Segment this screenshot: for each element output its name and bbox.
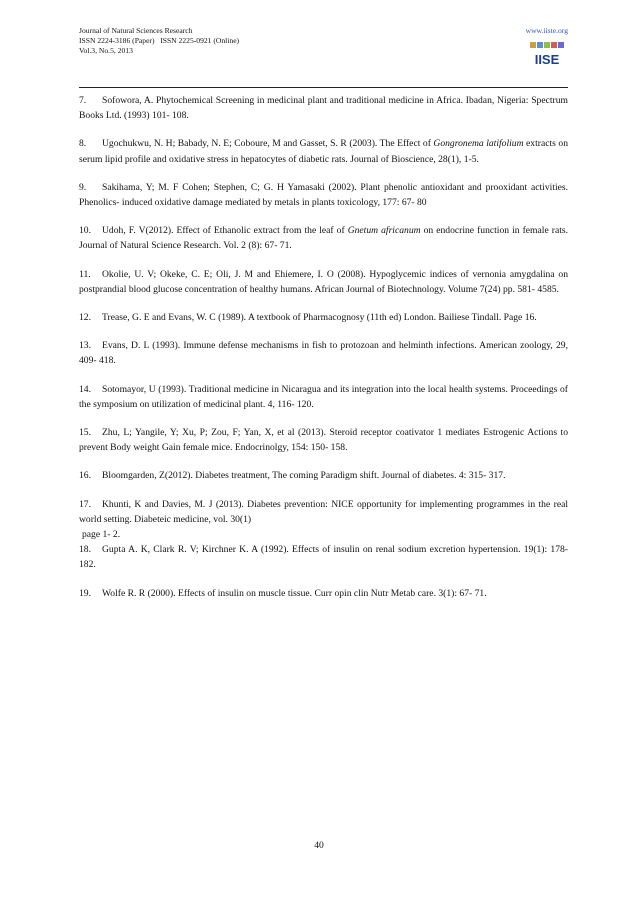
reference-list	[79, 93, 568, 614]
species-name: Gongronema latifolium	[433, 138, 524, 150]
species-name: Gnetum africanum	[347, 225, 421, 237]
reference-item: 14. Sotomayor, U (1993). Traditional medicine in Nicaragua and its integration into the local health systems. Proceedings of the symposium on utilization of medicinal plant. 4, 116- 120.	[79, 383, 568, 410]
reference-item: 16. Bloomgarden, Z(2012). Diabetes treatment, The coming Paradigm shift. Journal of diabetes. 4: 315- 317.	[79, 470, 506, 482]
svg-text:IISE: IISE	[534, 52, 560, 67]
journal-url-link[interactable]: www.iiste.org	[525, 26, 568, 35]
reference-item: 19. Wolfe R. R (2000). Effects of insulin on muscle tissue. Curr opin clin Nutr Metab care. 3(1): 67- 71.	[79, 587, 487, 599]
reference-item: 10. Udoh, F. V(2012). Effect of Ethanolic extract from the leaf of Gnetum africanum on endocrine function in female rats. Journal of Natural Science Research. Vol. 2 (8): 67- 71.	[79, 225, 568, 252]
reference-item: 7. Sofowora, A. Phytochemical Screening in medicinal plant and traditional medicine in Africa. Ibadan, Nigeria: Spectrum Books Ltd. (1993) 101- 108.	[79, 95, 568, 122]
reference-continuation: page 1- 2.	[82, 529, 121, 541]
reference-item: 8. Ugochukwu, N. H; Babady, N. E; Coboure, M and Gasset, S. R (2003). The Effect of Gongronema latifolium extracts on serum lipid profile and oxidative stress in hepatocytes of diabetic rats. Journal of Bioscience, 28(1), 1-5.	[79, 138, 568, 165]
reference-item: 9. Sakihama, Y; M. F Cohen; Stephen, C; G. H Yamasaki (2002). Plant phenolic antioxidant and prooxidant activities. Phenolics- induced oxidative damage mediated by metals in plants toxicology, 177: 67- 80	[79, 181, 568, 209]
page-number: 40	[314, 840, 324, 851]
reference-item: 15. Zhu, L; Yangile, Y; Xu, P; Zou, F; Yan, X, et al (2013). Steroid receptor coativator 1 mediates Estrogenic Actions to prevent Body weight Gain female mice. Endocrinolgy, 154: 150- 158.	[79, 427, 568, 454]
journal-branding	[526, 26, 568, 74]
journal-name: Journal of Natural Sciences Research	[79, 26, 193, 35]
reference-item: 18. Gupta A. K, Clark R. V; Kirchner K. A (1992). Effects of insulin on renal sodium excretion hypertension. 19(1): 178- 182.	[79, 544, 568, 571]
reference-item: 17. Khunti, K and Davies, M. J (2013). Diabetes prevention: NICE opportunity for implementing programmes in the real world setting. Diabeteic medicine, vol. 30(1) page 1- 2.	[79, 497, 568, 543]
reference-item: 11. Okolie, U. V; Okeke, C. E; Oli, J. M and Ehiemere, I. O (2008). Hypoglycemic indices of vernonia amygdalina on postprandial blood glucose concentration of healthy humans. African Journal of Biotechnology. Volume 7(24) pp. 581- 4585.	[79, 268, 568, 295]
reference-item: 13. Evans, D. L (1993). Immune defense mechanisms in fish to protozoan and helminth infections. American zoology, 29, 409- 418.	[79, 340, 568, 367]
reference-item: 12. Trease, G. E and Evans, W. C (1989). A textbook of Pharmacognosy (11th ed) London. Bailiese Tindall. Page 16.	[79, 312, 537, 324]
journal-issn: ISSN 2224-3186 (Paper) ISSN 2225-0921 (Online)	[79, 36, 240, 46]
journal-info	[79, 26, 239, 57]
iiste-logo-icon	[526, 39, 568, 69]
header-divider	[79, 87, 568, 88]
journal-volume: Vol.3, No.5, 2013	[79, 46, 133, 56]
page-header	[79, 26, 568, 90]
